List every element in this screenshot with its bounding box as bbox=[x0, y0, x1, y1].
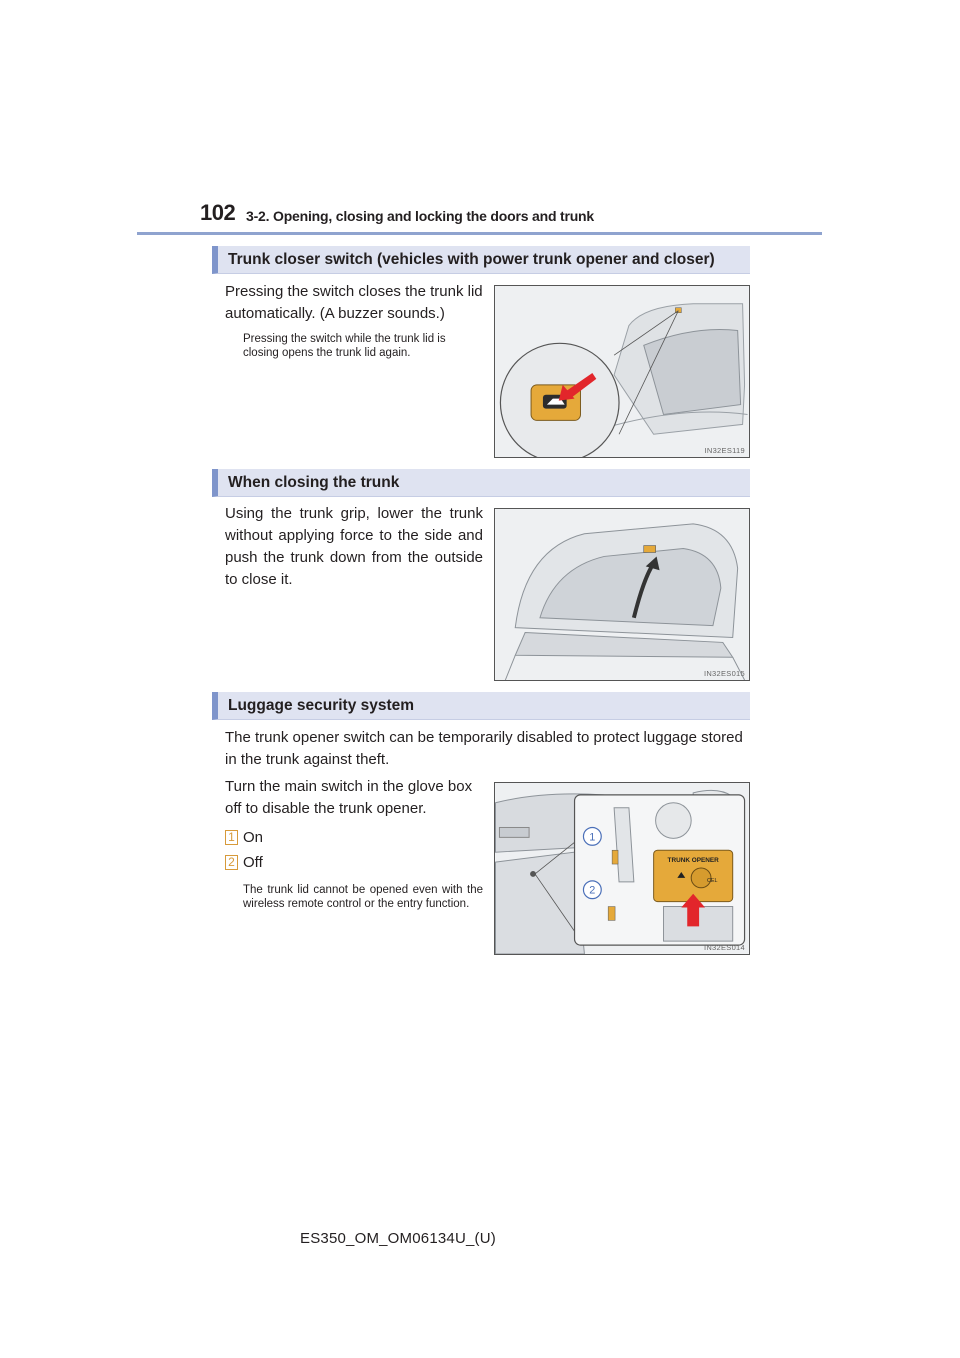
list-item-label: On bbox=[243, 829, 264, 846]
closing-trunk-body: Using the trunk grip, lower the trunk without applying force to the side and push the trunk down from the outside to close it. bbox=[225, 505, 483, 588]
switch-sub-text: CEL bbox=[707, 877, 718, 884]
trunk-closer-note: Pressing the switch while the trunk lid is closing opens the trunk lid again. bbox=[243, 333, 446, 359]
figure-code: IN32ES014 bbox=[703, 943, 745, 952]
closing-trunk-illustration bbox=[494, 508, 750, 681]
switch-title-text: TRUNK OPENER bbox=[667, 857, 719, 865]
document-code: ES350_OM_OM06134U_(U) bbox=[300, 1230, 496, 1247]
callout-2-text: 2 bbox=[589, 884, 596, 897]
figure-code: IN32ES015 bbox=[703, 669, 745, 678]
section-title-trunk-closer: Trunk closer switch (vehicles with power trunk opener and closer) bbox=[212, 246, 750, 274]
list-item bbox=[225, 827, 483, 849]
closing-trunk-drawing bbox=[495, 509, 749, 680]
list-item bbox=[225, 852, 483, 874]
trunk-closer-drawing bbox=[495, 286, 749, 457]
section-title-closing-trunk: When closing the trunk bbox=[212, 469, 750, 497]
section-title-luggage-security: Luggage security system bbox=[212, 692, 750, 720]
glove-box-switch-illustration bbox=[494, 782, 750, 955]
number-1-icon: 1 bbox=[225, 830, 238, 845]
luggage-security-note: The trunk lid cannot be opened even with the wireless remote control or the entry function. bbox=[243, 884, 483, 910]
trunk-closer-illustration bbox=[494, 285, 750, 458]
callout-1-text: 1 bbox=[589, 831, 596, 844]
number-2-icon: 2 bbox=[225, 855, 238, 870]
trunk-closer-body: Pressing the switch closes the trunk lid automatically. (A buzzer sounds.) bbox=[225, 283, 483, 322]
header-rule bbox=[137, 232, 822, 235]
section-path: 3-2. Opening, closing and locking the doors and trunk bbox=[246, 208, 594, 224]
luggage-security-intro: The trunk opener switch can be temporarily disabled to protect luggage stored in the trunk against theft. bbox=[225, 729, 743, 768]
list-item-label: Off bbox=[243, 854, 263, 871]
figure-code: IN32ES119 bbox=[704, 446, 745, 455]
page-number: 102 bbox=[200, 200, 236, 225]
luggage-security-body: Turn the main switch in the glove box off to disable the trunk opener. bbox=[225, 778, 473, 817]
glove-box-drawing bbox=[495, 783, 749, 954]
